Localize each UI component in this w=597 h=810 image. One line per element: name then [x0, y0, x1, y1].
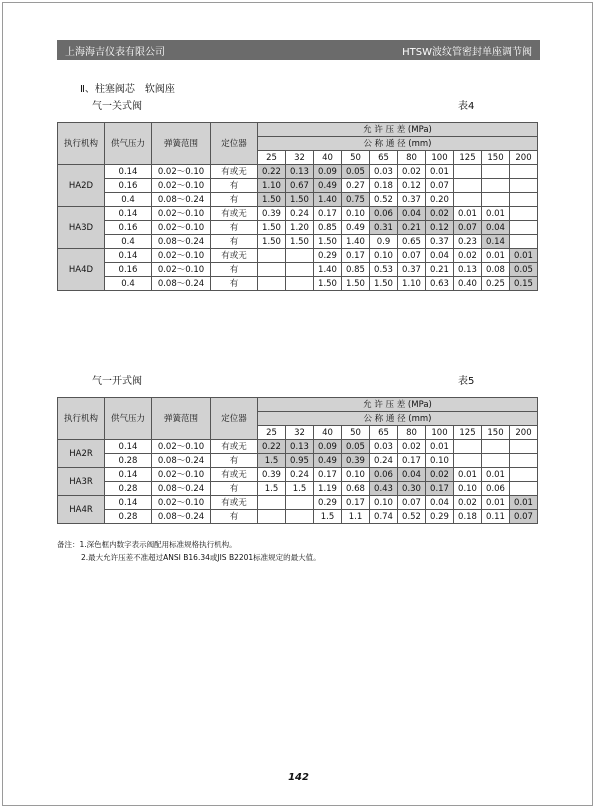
dp-value-cell: 0.05 [510, 263, 538, 277]
dp-value-cell: 0.39 [342, 454, 370, 468]
dp-value-cell: 0.02 [398, 440, 426, 454]
dp-value-cell: 1.50 [258, 193, 286, 207]
dp-value-cell: 0.17 [314, 468, 342, 482]
diameter-header: 40 [314, 426, 342, 440]
col-spring-header: 弹簧范围 [152, 123, 211, 165]
dp-value-cell: 0.74 [370, 510, 398, 524]
supply-pressure-cell: 0.28 [105, 482, 152, 496]
diameter-header: 65 [370, 426, 398, 440]
spring-range-cell: 0.02～0.10 [152, 440, 211, 454]
dp-value-cell: 0.43 [370, 482, 398, 496]
dp-value-cell [286, 496, 314, 510]
table-row [58, 440, 538, 454]
dp-value-cell: 1.50 [342, 277, 370, 291]
dp-value-cell: 0.04 [426, 496, 454, 510]
dp-value-cell: 0.39 [258, 207, 286, 221]
dp-value-cell: 0.12 [398, 179, 426, 193]
dp-value-cell: 1.40 [314, 193, 342, 207]
spring-range-cell: 0.02～0.10 [152, 207, 211, 221]
table-row [58, 482, 538, 496]
dp-value-cell: 0.29 [314, 249, 342, 263]
dp-value-cell [258, 510, 286, 524]
dp-value-cell [482, 179, 510, 193]
actuator-model: HA4R [58, 496, 105, 524]
dp-value-cell: 0.9 [370, 235, 398, 249]
table-row [58, 221, 538, 235]
dp-value-cell: 0.68 [342, 482, 370, 496]
dp-value-cell [510, 468, 538, 482]
positioner-cell: 有或无 [211, 468, 258, 482]
dp-value-cell: 0.10 [454, 482, 482, 496]
spring-range-cell: 0.08～0.24 [152, 482, 211, 496]
note-line: 2.最大允许压差不准超过ANSI B16.34或JIS B2201标准规定的最大值。 [81, 553, 321, 562]
diameter-header: 50 [342, 426, 370, 440]
dp-value-cell [286, 510, 314, 524]
dp-value-cell [510, 221, 538, 235]
dp-value-cell: 1.5 [258, 482, 286, 496]
dp-value-cell [454, 193, 482, 207]
diameter-header: 125 [454, 151, 482, 165]
dp-value-cell: 0.05 [342, 165, 370, 179]
dp-value-cell: 0.63 [426, 277, 454, 291]
dp-value-cell: 0.17 [342, 249, 370, 263]
dp-value-cell: 0.01 [454, 207, 482, 221]
positioner-cell: 有 [211, 193, 258, 207]
dp-value-cell: 0.85 [314, 221, 342, 235]
allowed-dp-header: 允 许 压 差 (MPa) [258, 123, 538, 137]
positioner-cell: 有 [211, 221, 258, 235]
dp-value-cell: 0.12 [426, 221, 454, 235]
dp-value-cell: 0.06 [482, 482, 510, 496]
dp-value-cell: 0.29 [426, 510, 454, 524]
dp-value-cell: 0.15 [510, 277, 538, 291]
dp-value-cell [454, 440, 482, 454]
dp-value-cell: 0.31 [370, 221, 398, 235]
dp-value-cell [286, 263, 314, 277]
dp-value-cell: 0.39 [258, 468, 286, 482]
dp-value-cell: 0.10 [370, 496, 398, 510]
actuator-model: HA3R [58, 468, 105, 496]
table5-fail-open [57, 397, 538, 524]
dp-value-cell: 0.01 [482, 468, 510, 482]
col-spring-header: 弹簧范围 [152, 398, 211, 440]
diameter-header: 150 [482, 426, 510, 440]
dp-value-cell [454, 179, 482, 193]
supply-pressure-cell: 0.16 [105, 179, 152, 193]
positioner-cell: 有 [211, 263, 258, 277]
dp-value-cell: 0.23 [454, 235, 482, 249]
diameter-header: 32 [286, 151, 314, 165]
col-actuator-header: 执行机构 [58, 398, 105, 440]
dp-value-cell [510, 193, 538, 207]
dp-value-cell: 0.02 [454, 249, 482, 263]
dp-value-cell: 0.52 [370, 193, 398, 207]
diameter-header: 65 [370, 151, 398, 165]
dp-value-cell: 0.30 [398, 482, 426, 496]
dp-value-cell: 0.37 [398, 193, 426, 207]
dp-value-cell: 0.49 [314, 179, 342, 193]
dp-value-cell [510, 235, 538, 249]
note-line: 备注：1.深色框内数字表示阀配用标准规格执行机构。 [57, 540, 237, 549]
supply-pressure-cell: 0.14 [105, 249, 152, 263]
spring-range-cell: 0.02～0.10 [152, 179, 211, 193]
supply-pressure-cell: 0.28 [105, 510, 152, 524]
diameter-header: 150 [482, 151, 510, 165]
spring-range-cell: 0.08～0.24 [152, 454, 211, 468]
dp-value-cell: 0.52 [398, 510, 426, 524]
dp-value-cell: 1.50 [314, 277, 342, 291]
spring-range-cell: 0.02～0.10 [152, 249, 211, 263]
dp-value-cell: 0.10 [342, 468, 370, 482]
dp-value-cell: 0.18 [370, 179, 398, 193]
table-row [58, 249, 538, 263]
dp-value-cell: 0.20 [426, 193, 454, 207]
positioner-cell: 有或无 [211, 440, 258, 454]
dp-value-cell: 0.07 [510, 510, 538, 524]
diameter-header: 200 [510, 151, 538, 165]
table-row [58, 235, 538, 249]
dp-value-cell: 1.10 [398, 277, 426, 291]
positioner-cell: 有 [211, 454, 258, 468]
nominal-dia-header: 公 称 通 径 (mm) [258, 412, 538, 426]
supply-pressure-cell: 0.4 [105, 235, 152, 249]
dp-value-cell: 0.01 [426, 440, 454, 454]
table-row [58, 179, 538, 193]
diameter-header: 80 [398, 426, 426, 440]
table-row [58, 263, 538, 277]
dp-value-cell: 0.01 [482, 207, 510, 221]
dp-value-cell: 1.1 [342, 510, 370, 524]
table-row [58, 193, 538, 207]
page-number: 142 [288, 772, 309, 783]
spring-range-cell: 0.08～0.24 [152, 277, 211, 291]
dp-value-cell: 0.49 [342, 221, 370, 235]
dp-value-cell [258, 263, 286, 277]
dp-value-cell: 0.40 [454, 277, 482, 291]
dp-value-cell: 1.40 [342, 235, 370, 249]
supply-pressure-cell: 0.16 [105, 263, 152, 277]
supply-pressure-cell: 0.14 [105, 440, 152, 454]
dp-value-cell: 0.24 [286, 207, 314, 221]
dp-value-cell: 0.37 [426, 235, 454, 249]
supply-pressure-cell: 0.14 [105, 165, 152, 179]
dp-value-cell: 0.17 [342, 496, 370, 510]
spring-range-cell: 0.02～0.10 [152, 496, 211, 510]
dp-value-cell: 0.22 [258, 165, 286, 179]
dp-value-cell: 0.07 [398, 249, 426, 263]
dp-value-cell: 0.14 [482, 235, 510, 249]
supply-pressure-cell: 0.4 [105, 193, 152, 207]
dp-value-cell [482, 440, 510, 454]
dp-value-cell: 0.85 [342, 263, 370, 277]
diameter-header: 32 [286, 426, 314, 440]
spring-range-cell: 0.08～0.24 [152, 193, 211, 207]
dp-value-cell [482, 454, 510, 468]
dp-value-cell: 0.22 [258, 440, 286, 454]
nominal-dia-header: 公 称 通 径 (mm) [258, 137, 538, 151]
spring-range-cell: 0.02～0.10 [152, 165, 211, 179]
dp-value-cell: 0.09 [314, 165, 342, 179]
positioner-cell: 有或无 [211, 207, 258, 221]
dp-value-cell [510, 454, 538, 468]
dp-value-cell: 0.04 [426, 249, 454, 263]
dp-value-cell: 0.02 [398, 165, 426, 179]
allowed-dp-header: 允 许 压 差 (MPa) [258, 398, 538, 412]
dp-value-cell: 0.65 [398, 235, 426, 249]
dp-value-cell: 1.50 [258, 235, 286, 249]
dp-value-cell: 0.04 [398, 207, 426, 221]
dp-value-cell: 1.50 [286, 235, 314, 249]
dp-value-cell: 0.03 [370, 165, 398, 179]
dp-value-cell: 0.75 [342, 193, 370, 207]
dp-value-cell [286, 249, 314, 263]
dp-value-cell: 0.17 [426, 482, 454, 496]
dp-value-cell: 1.50 [286, 193, 314, 207]
dp-value-cell [482, 193, 510, 207]
dp-value-cell [510, 440, 538, 454]
dp-value-cell: 0.67 [286, 179, 314, 193]
product-name: HTSW波纹管密封单座调节阀 [402, 46, 532, 58]
table-row [58, 277, 538, 291]
dp-value-cell: 1.5 [258, 454, 286, 468]
dp-value-cell: 0.02 [426, 468, 454, 482]
dp-value-cell: 0.21 [398, 221, 426, 235]
page-header [57, 40, 540, 60]
dp-value-cell: 1.5 [286, 482, 314, 496]
table5-subtitle: 气一开式阀 [92, 376, 142, 387]
diameter-header: 25 [258, 426, 286, 440]
dp-value-cell: 0.18 [454, 510, 482, 524]
dp-value-cell [482, 165, 510, 179]
supply-pressure-cell: 0.14 [105, 207, 152, 221]
table-row [58, 510, 538, 524]
dp-value-cell: 0.06 [370, 468, 398, 482]
dp-value-cell: 0.01 [482, 496, 510, 510]
dp-value-cell: 0.08 [482, 263, 510, 277]
dp-value-cell: 0.49 [314, 454, 342, 468]
dp-value-cell: 0.24 [370, 454, 398, 468]
spring-range-cell: 0.02～0.10 [152, 468, 211, 482]
table-row [58, 454, 538, 468]
dp-value-cell [454, 454, 482, 468]
diameter-header: 25 [258, 151, 286, 165]
table-row [58, 165, 538, 179]
dp-value-cell [510, 482, 538, 496]
positioner-cell: 有或无 [211, 496, 258, 510]
company-name: 上海海吉仪表有限公司 [65, 46, 165, 58]
dp-value-cell: 0.03 [370, 440, 398, 454]
dp-value-cell [258, 249, 286, 263]
dp-value-cell [454, 165, 482, 179]
actuator-model: HA3D [58, 207, 105, 249]
dp-value-cell [258, 277, 286, 291]
dp-value-cell: 1.50 [370, 277, 398, 291]
dp-value-cell [286, 277, 314, 291]
dp-value-cell: 1.5 [314, 510, 342, 524]
supply-pressure-cell: 0.16 [105, 221, 152, 235]
dp-value-cell: 0.27 [342, 179, 370, 193]
positioner-cell: 有或无 [211, 165, 258, 179]
section-title: Ⅱ、柱塞阀芯 软阀座 [80, 84, 175, 95]
diameter-header: 80 [398, 151, 426, 165]
supply-pressure-cell: 0.14 [105, 496, 152, 510]
spring-range-cell: 0.02～0.10 [152, 263, 211, 277]
dp-value-cell: 0.37 [398, 263, 426, 277]
actuator-model: HA2R [58, 440, 105, 468]
dp-value-cell: 0.10 [426, 454, 454, 468]
dp-value-cell: 1.20 [286, 221, 314, 235]
dp-value-cell [510, 179, 538, 193]
dp-value-cell: 0.02 [426, 207, 454, 221]
dp-value-cell: 0.06 [370, 207, 398, 221]
dp-value-cell: 0.07 [398, 496, 426, 510]
spring-range-cell: 0.02～0.10 [152, 221, 211, 235]
dp-value-cell: 0.17 [398, 454, 426, 468]
dp-value-cell: 0.07 [426, 179, 454, 193]
dp-value-cell: 0.11 [482, 510, 510, 524]
actuator-model: HA2D [58, 165, 105, 207]
table-row [58, 468, 538, 482]
dp-value-cell: 0.53 [370, 263, 398, 277]
dp-value-cell: 1.50 [314, 235, 342, 249]
supply-pressure-cell: 0.4 [105, 277, 152, 291]
table4-label: 表4 [458, 101, 475, 112]
dp-value-cell: 0.05 [342, 440, 370, 454]
dp-value-cell: 0.01 [510, 496, 538, 510]
spring-range-cell: 0.08～0.24 [152, 235, 211, 249]
actuator-model: HA4D [58, 249, 105, 291]
notes [57, 538, 321, 564]
dp-value-cell: 0.04 [398, 468, 426, 482]
dp-value-cell: 1.10 [258, 179, 286, 193]
diameter-header: 100 [426, 426, 454, 440]
dp-value-cell: 0.01 [482, 249, 510, 263]
table-row [58, 496, 538, 510]
diameter-header: 100 [426, 151, 454, 165]
dp-value-cell: 0.07 [454, 221, 482, 235]
dp-value-cell: 0.10 [342, 207, 370, 221]
dp-value-cell: 0.24 [286, 468, 314, 482]
positioner-cell: 有 [211, 482, 258, 496]
table4-fail-close [57, 122, 538, 291]
dp-value-cell: 0.13 [286, 440, 314, 454]
positioner-cell: 有 [211, 510, 258, 524]
dp-value-cell: 0.01 [454, 468, 482, 482]
diameter-header: 50 [342, 151, 370, 165]
dp-value-cell: 1.50 [258, 221, 286, 235]
positioner-cell: 有或无 [211, 249, 258, 263]
dp-value-cell: 0.29 [314, 496, 342, 510]
dp-value-cell: 0.01 [426, 165, 454, 179]
supply-pressure-cell: 0.14 [105, 468, 152, 482]
dp-value-cell: 0.01 [510, 249, 538, 263]
dp-value-cell: 0.04 [482, 221, 510, 235]
diameter-header: 200 [510, 426, 538, 440]
table-row [58, 207, 538, 221]
diameter-header: 125 [454, 426, 482, 440]
dp-value-cell: 0.21 [426, 263, 454, 277]
dp-value-cell: 0.95 [286, 454, 314, 468]
col-actuator-header: 执行机构 [58, 123, 105, 165]
table4-subtitle: 气一关式阀 [92, 101, 142, 112]
positioner-cell: 有 [211, 179, 258, 193]
dp-value-cell: 0.10 [370, 249, 398, 263]
table5-label: 表5 [458, 376, 475, 387]
dp-value-cell [258, 496, 286, 510]
dp-value-cell: 1.40 [314, 263, 342, 277]
dp-value-cell: 0.09 [314, 440, 342, 454]
col-positioner-header: 定位器 [211, 398, 258, 440]
col-supply-header: 供气压力 [105, 123, 152, 165]
supply-pressure-cell: 0.28 [105, 454, 152, 468]
positioner-cell: 有 [211, 277, 258, 291]
diameter-header: 40 [314, 151, 342, 165]
dp-value-cell: 0.13 [286, 165, 314, 179]
dp-value-cell: 0.25 [482, 277, 510, 291]
col-positioner-header: 定位器 [211, 123, 258, 165]
col-supply-header: 供气压力 [105, 398, 152, 440]
dp-value-cell: 0.17 [314, 207, 342, 221]
dp-value-cell [510, 165, 538, 179]
dp-value-cell: 0.13 [454, 263, 482, 277]
spring-range-cell: 0.08～0.24 [152, 510, 211, 524]
positioner-cell: 有 [211, 235, 258, 249]
dp-value-cell [510, 207, 538, 221]
dp-value-cell: 1.19 [314, 482, 342, 496]
dp-value-cell: 0.02 [454, 496, 482, 510]
